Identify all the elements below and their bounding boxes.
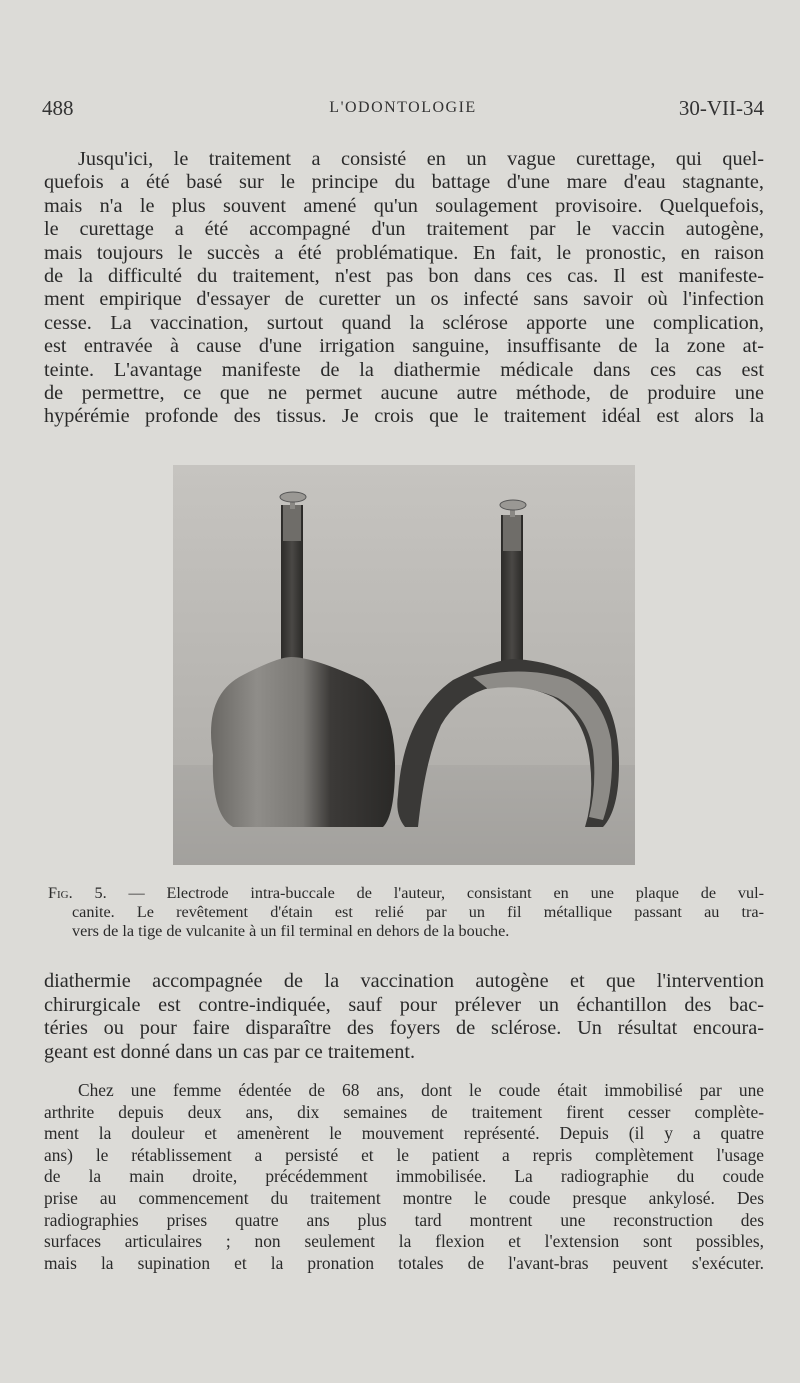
text-line: diathermie accompagnée de la vaccination autogène et que l'intervention xyxy=(44,970,764,992)
text-line: le curettage a été accompagné d'un traitement par le vaccin autogène, xyxy=(44,218,764,241)
figure-label: Fig. 5. xyxy=(48,884,107,902)
text-line: de la difficulté du traitement, n'est pas bon dans ces cas. Il est manifeste- xyxy=(44,265,764,288)
page-number: 488 xyxy=(42,96,74,120)
text-line: quefois a été basé sur le principe du battage d'une mare d'eau stagnante, xyxy=(44,171,764,194)
text-line: hypérémie profonde des tissus. Je crois que le traitement idéal est alors la xyxy=(44,405,764,428)
paragraph-1 xyxy=(44,148,764,429)
text-line: Chez une femme édentée de 68 ans, dont le coude était immobilisé par une xyxy=(78,1080,764,1100)
paragraph-3 xyxy=(44,1080,764,1274)
text-line: ment empirique d'essayer de curetter un os infecté sans savoir où l'infection xyxy=(44,288,764,311)
text-line: chirurgicale est contre-indiquée, sauf pour prélever un échantillon des bac- xyxy=(44,993,764,1016)
text-line: est entravée à cause d'une irrigation sanguine, insuffisante de la zone at- xyxy=(44,335,764,358)
issue-date: 30-VII-34 xyxy=(678,96,764,120)
text-line: téries ou pour faire disparaître des foyers de sclérose. Un résultat encoura- xyxy=(44,1017,764,1040)
text-line: radiographies prises quatre ans plus tard montrent une reconstruction des xyxy=(44,1209,764,1230)
text-line: mais la supination et la pronation totales de l'avant-bras peuvent s'exécuter. xyxy=(44,1252,764,1273)
figure-caption xyxy=(48,884,764,941)
text-line: ment la douleur et amenèrent le mouvement représenté. Depuis (il y a quatre xyxy=(44,1123,764,1144)
text-line: mais n'a le plus souvent amené qu'un soulagement provisoire. Quelquefois, xyxy=(44,194,764,217)
text-line: prise au commencement du traitement montre le coude presque ankylosé. Des xyxy=(44,1187,764,1208)
caption-line: vers de la tige de vulcanite à un fil terminal en dehors de la bouche. xyxy=(72,922,510,940)
electrode-illustration xyxy=(173,465,635,865)
electrode-photograph xyxy=(173,465,635,865)
running-header xyxy=(42,96,764,126)
text-line: de la main droite, précédemment immobilisée. La radiographie du coude xyxy=(44,1166,764,1187)
paragraph-2 xyxy=(44,970,764,1064)
text-line: geant est donné dans un cas par ce traitement. xyxy=(44,1040,416,1063)
caption-line: Fig. 5. — Electrode intra-buccale de l'auteur, consistant en une plaque de vul- xyxy=(48,884,764,902)
text-line: surfaces articulaires ; non seulement la flexion et l'extension sont possibles, xyxy=(44,1231,764,1252)
journal-title: L'ODONTOLOGIE xyxy=(329,99,477,116)
text-line: arthrite depuis deux ans, dix semaines de traitement firent cesser complète- xyxy=(44,1101,764,1122)
text-line: mais toujours le succès a été problématique. En fait, le pronostic, en raison xyxy=(44,241,764,264)
text-line: de permettre, ce que ne permet aucune autre méthode, de produire une xyxy=(44,382,764,405)
text-line: teinte. L'avantage manifeste de la diathermie médicale dans ces cas est xyxy=(44,358,764,381)
text-line: cesse. La vaccination, surtout quand la sclérose apporte une complication, xyxy=(44,311,764,334)
caption-line: canite. Le revêtement d'étain est relié par un fil métallique passant au tra- xyxy=(72,903,764,921)
text-line: ans) le rétablissement a persisté et le patient a repris complètement l'usage xyxy=(44,1144,764,1165)
text-line: Jusqu'ici, le traitement a consisté en un vague curettage, qui quel- xyxy=(78,148,764,170)
